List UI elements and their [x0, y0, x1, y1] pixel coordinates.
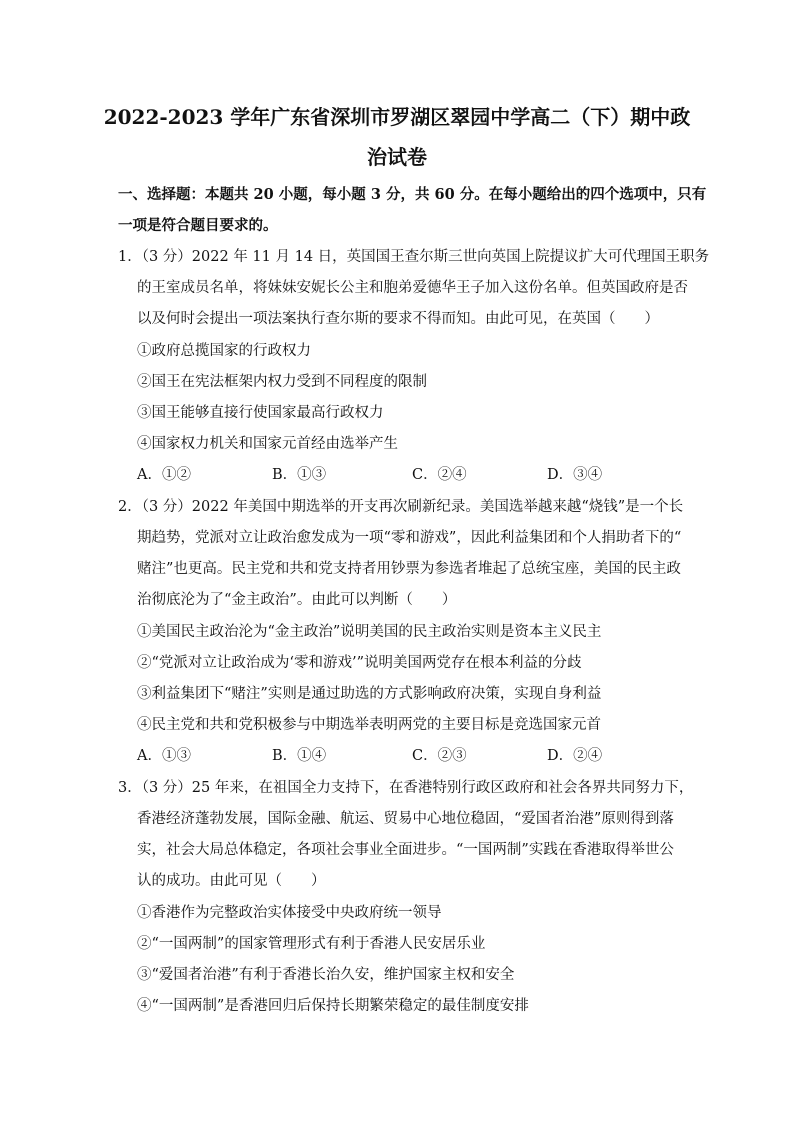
choice-b: B．①④	[272, 748, 327, 764]
choice-d: D．③④	[547, 467, 603, 483]
statement-option: ③“爱国者治港”有利于香港长治久安，维护国家主权和安全	[137, 967, 515, 983]
question-stem-line: 实，社会大局总体稳定，各项社会事业全面进步。“一国两制”实践在香港取得举世公	[137, 842, 674, 858]
statement-option: ④国家权力机关和国家元首经由选举产生	[137, 436, 398, 452]
question-stem-line: 3．（3 分）25 年来，在祖国全力支持下，在香港特别行政区政府和社会各界共同努力下，	[118, 780, 694, 796]
question-stem-line: 赌注”也更高。民主党和共和党支持者用钞票为参选者堆起了总统宝座，美国的民主政	[137, 561, 681, 577]
statement-option: ①美国民主政治沦为“金主政治”说明美国的民主政治实则是资本主义民主	[137, 624, 602, 640]
exam-title-line2: 治试卷	[367, 145, 427, 169]
question-stem-line: 1．（3 分）2022 年 11 月 14 日，英国国王查尔斯三世向英国上院提议扩大可代理国王职务	[118, 249, 710, 265]
exam-title-line1: 2022-2023 学年广东省深圳市罗湖区翠园中学高二（下）期中政	[103, 105, 691, 129]
choice-a: A．①③	[137, 748, 191, 764]
choice-a: A．①②	[137, 467, 191, 483]
choice-b: B．①③	[272, 467, 327, 483]
question-stem-line: 2．（3 分）2022 年美国中期选举的开支再次刷新纪录。美国选举越来越“烧钱”是一个长	[118, 499, 684, 515]
choice-c: C．②④	[412, 467, 467, 483]
statement-option: ④“一国两制”是香港回归后保持长期繁荣稳定的最佳制度安排	[137, 998, 529, 1014]
question-stem-line: 的王室成员名单，将妹妹安妮长公主和胞弟爱德华王子加入这份名单。但英国政府是否	[137, 280, 688, 296]
choice-c: C．②③	[412, 748, 467, 764]
answer-choices	[137, 748, 677, 764]
section-heading-line2: 一项是符合题目要求的。	[118, 217, 278, 234]
choice-d: D．②④	[547, 748, 603, 764]
statement-option: ②“一国两制”的国家管理形式有利于香港人民安居乐业	[137, 936, 486, 952]
statement-option: ④民主党和共和党积极参与中期选举表明两党的主要目标是竞选国家元首	[137, 717, 601, 733]
statement-option: ②国王在宪法框架内权力受到不同程度的限制	[137, 374, 427, 390]
statement-option: ③利益集团下“赌注”实则是通过助选的方式影响政府决策，实现自身利益	[137, 686, 602, 702]
answer-choices	[137, 467, 677, 483]
question-stem-line: 香港经济蓬勃发展，国际金融、航运、贸易中心地位稳固，“爱国者治港”原则得到落	[137, 811, 674, 827]
question-stem-line: 期趋势，党派对立让政治愈发成为一项“零和游戏”，因此利益集团和个人捐助者下的“	[137, 530, 682, 546]
statement-option: ①政府总揽国家的行政权力	[137, 343, 311, 359]
statement-option: ①香港作为完整政治实体接受中央政府统一领导	[137, 905, 442, 921]
question-stem-line: 治彻底沦为了“金主政治”。由此可以判断（ ）	[137, 592, 457, 608]
statement-option: ③国王能够直接行使国家最高行政权力	[137, 405, 384, 421]
question-stem-line: 认的成功。由此可见（ ）	[137, 873, 326, 889]
section-heading-line1: 一、选择题：本题共 20 小题，每小题 3 分，共 60 分。在每小题给出的四个选项中，只有	[118, 186, 707, 203]
question-stem-line: 以及何时会提出一项法案执行查尔斯的要求不得而知。由此可见，在英国（ ）	[137, 311, 659, 327]
statement-option: ②“党派对立让政治成为‘零和游戏’”说明美国两党存在根本利益的分歧	[137, 655, 582, 671]
